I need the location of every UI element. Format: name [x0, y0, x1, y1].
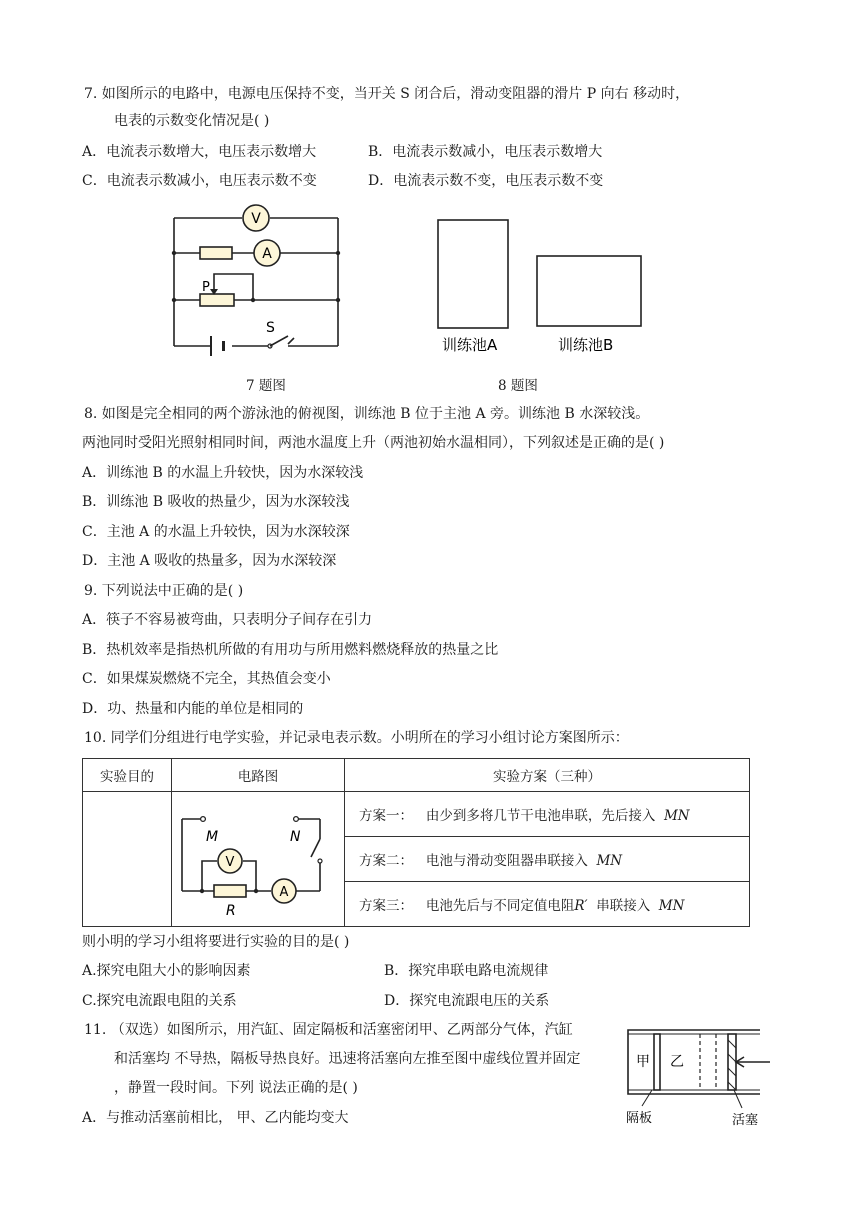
q11-stem-line1: 11. （双选）如图所示，用汽缸、固定隔板和活塞密闭甲、乙两部分气体，汽缸	[84, 1022, 573, 1038]
q8-stem-line1: 8. 如图是完全相同的两个游泳池的俯视图，训练池 B 位于主池 A 旁。训练池 B 水深较浅。	[84, 406, 650, 422]
q10-option-a: A.探究电阻大小的影响因素	[82, 963, 251, 979]
q8-stem-line2: 两池同时受阳光照射相同时间，两池水温度上升（两池初始水温相同），下列叙述是正确的是( )	[82, 435, 665, 451]
q10-circuit-figure	[172, 795, 344, 923]
voltmeter-label: V	[251, 211, 261, 227]
terminal-m-label: M	[206, 829, 219, 845]
partition-label: 隔板	[626, 1111, 653, 1126]
q7-fig-caption: 7 题图	[246, 378, 286, 394]
ammeter-label: A	[279, 885, 289, 900]
gas-jia-label: 甲	[636, 1054, 650, 1070]
q7-option-b: B．电流表示数减小，电压表示数增大	[368, 144, 603, 160]
q7-option-d: D．电流表示数不变，电压表示数不变	[368, 173, 604, 189]
gas-yi-label: 乙	[670, 1054, 684, 1070]
q7-option-c: C．电流表示数减小，电压表示数不变	[82, 173, 317, 189]
q7-stem-line1: 7. 如图所示的电路中，电源电压保持不变，当开关 S 闭合后，滑动变阻器的滑片 P 向右 移动时，	[84, 86, 690, 102]
scheme-2-label: 方案二：	[359, 853, 413, 869]
q10-experiment-table	[82, 758, 750, 927]
scheme-3-r: R′	[574, 898, 588, 914]
q10-option-d: D．探究电流跟电压的关系	[384, 993, 550, 1009]
terminal-n-label: N	[290, 829, 301, 845]
q8-option-b: B．训练池 B 吸收的热量少，因为水深较浅	[82, 494, 350, 510]
q9-option-a: A．筷子不容易被弯曲，只表明分子间存在引力	[82, 612, 373, 628]
q10-option-b: B．探究串联电路电流规律	[384, 963, 549, 979]
resistor-label: R	[226, 903, 236, 919]
header-schemes: 实验方案（三种）	[345, 759, 750, 792]
circuit-cell	[172, 792, 345, 927]
purpose-cell-empty	[83, 792, 172, 927]
q8-fig-caption: 8 题图	[498, 378, 538, 394]
q11-stem-line3: ，静置一段时间。下列 说法正确的是( )	[114, 1080, 358, 1096]
scheme-1-text: 由少到多将几节干电池串联，先后接入	[425, 808, 656, 824]
switch-label: S	[266, 320, 275, 336]
q8-pool-figure	[430, 212, 650, 362]
q8-option-d: D．主池 A 吸收的热量多，因为水深较深	[82, 553, 337, 569]
scheme-2	[345, 837, 750, 882]
q10-ask: 则小明的学习小组将要进行实验的目的是( )	[82, 934, 350, 950]
scheme-1	[345, 792, 750, 837]
ammeter-label: A	[262, 246, 272, 262]
q11-cylinder-figure	[620, 1020, 780, 1132]
q10-option-c: C.探究电流跟电阻的关系	[82, 993, 237, 1009]
scheme-3-tail: 串联接入	[596, 898, 651, 914]
q11-option-a: A．与推动活塞前相比， 甲、乙内能均变大	[82, 1110, 349, 1126]
q8-option-a: A．训练池 B 的水温上升较快，因为水深较浅	[82, 465, 364, 481]
scheme-1-label: 方案一：	[359, 808, 413, 824]
scheme-2-mn: MN	[596, 853, 623, 869]
q7-circuit-figure	[160, 196, 360, 360]
q8-option-c: C．主池 A 的水温上升较快，因为水深较深	[82, 524, 350, 540]
q7-option-a: A．电流表示数增大，电压表示数增大	[82, 144, 317, 160]
header-purpose: 实验目的	[83, 759, 172, 792]
pool-b-outline	[537, 256, 641, 326]
voltmeter-label: V	[225, 855, 235, 870]
scheme-3-text: 电池先后与不同定值电阻	[425, 898, 575, 914]
pool-a-outline	[438, 220, 508, 328]
q9-stem: 9. 下列说法中正确的是( )	[84, 583, 244, 599]
scheme-2-text: 电池与滑动变阻器串联接入	[425, 853, 588, 869]
q9-option-d: D．功、热量和内能的单位是相同的	[82, 701, 304, 717]
q9-option-c: C．如果煤炭燃烧不完全，其热值会变小	[82, 671, 331, 687]
q7-stem-line2: 电表的示数变化情况是( )	[114, 113, 270, 129]
q9-option-b: B．热机效率是指热机所做的有用功与所用燃料燃烧释放的热量之比	[82, 642, 499, 658]
scheme-3	[345, 882, 750, 927]
piston-label: 活塞	[732, 1113, 759, 1128]
slider-label: P	[202, 280, 210, 295]
q11-stem-line2: 和活塞均 不导热，隔板导热良好。迅速将活塞向左推至图中虚线位置并固定	[114, 1051, 581, 1067]
pool-b-label: 训练池B	[558, 336, 614, 354]
scheme-3-mn: MN	[658, 898, 685, 914]
q10-stem: 10. 同学们分组进行电学实验，并记录电表示数。小明所在的学习小组讨论方案图所示：	[84, 730, 629, 746]
header-circuit: 电路图	[172, 759, 345, 792]
scheme-1-mn: MN	[663, 808, 690, 824]
scheme-3-label: 方案三：	[359, 898, 413, 914]
pool-a-label: 训练池A	[442, 336, 498, 354]
